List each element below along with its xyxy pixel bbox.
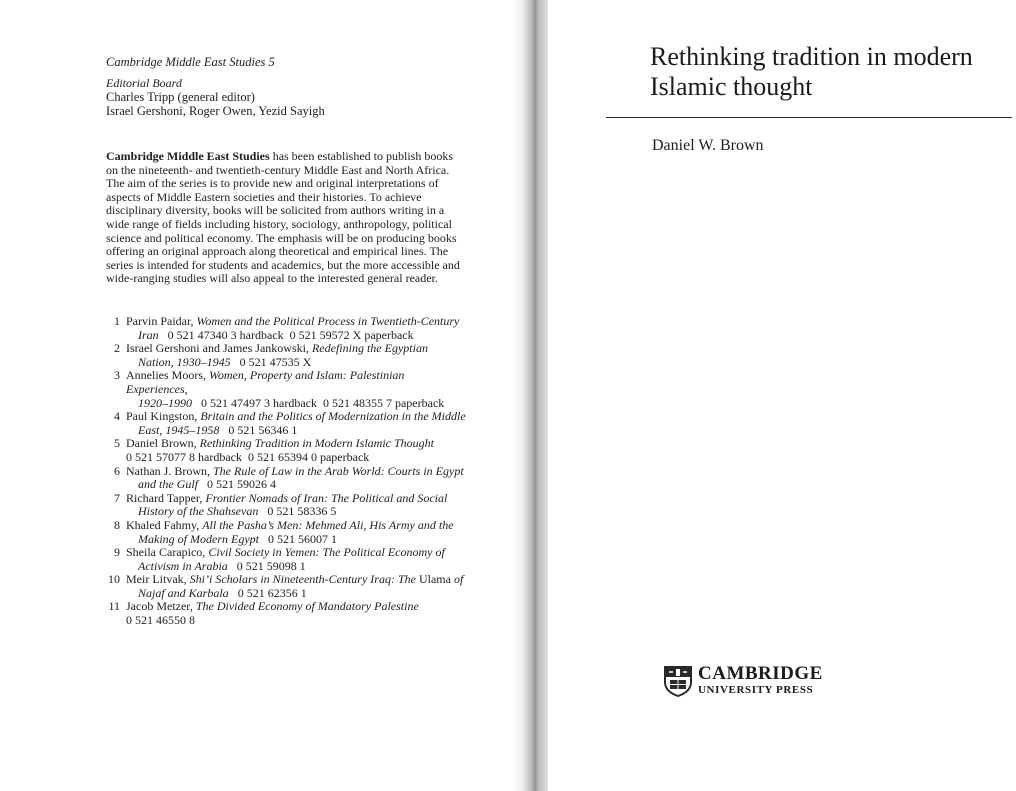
book-entry — [106, 492, 466, 519]
book-isbn: 0 521 57077 8 hardback 0 521 65394 0 paperback — [126, 449, 370, 464]
title-rule — [606, 117, 1012, 118]
book-number: 8 — [114, 517, 120, 532]
series-description-lead: Cambridge Middle East Studies — [106, 149, 270, 163]
book-entry — [106, 519, 466, 546]
book-entry — [106, 437, 466, 464]
book-title: The Rule of Law in the Arab World: Courts in Egypt — [213, 463, 464, 478]
book-title: All the Pasha’s Men: Mehmed Ali, His Army and the — [202, 517, 454, 532]
book-title: The Divided Economy of Mandatory Palestine — [195, 599, 419, 614]
series-description — [106, 150, 460, 286]
book-title-cont: 1920–1990 — [138, 395, 192, 410]
book-title-cont: East, 1945–1958 — [138, 422, 220, 437]
book-title-heading — [650, 42, 1010, 102]
book-entry — [106, 600, 466, 627]
book-number: 6 — [114, 463, 120, 478]
book-title-cont: Making of Modern Egypt — [138, 531, 259, 546]
book-author: Khaled Fahmy, — [126, 517, 203, 532]
book-title-end: of — [453, 572, 464, 587]
book-title-line: Rethinking tradition in modern — [650, 42, 973, 71]
book-title: Britain and the Politics of Modernization in the Middle — [200, 409, 466, 424]
book-title: Redefining the Egyptian — [311, 341, 428, 356]
series-book-list — [106, 315, 466, 628]
publisher-subtitle: UNIVERSITY PRESS — [698, 684, 814, 696]
book-entry — [106, 342, 466, 369]
book-isbn: 0 521 56346 1 — [219, 422, 298, 437]
book-number: 9 — [114, 545, 120, 560]
editorial-board-label: Editorial Board — [106, 76, 182, 90]
book-author: Paul Kingston, — [126, 409, 201, 424]
book-entry — [106, 410, 466, 437]
book-entry — [106, 465, 466, 492]
book-title-roman: Ulama — [415, 572, 454, 587]
series-description-text: has been established to publish books on the nineteenth- and twentieth-century Middle East and North Africa. The aim of the series is to provide new and original interpretations of aspects of Middle Eastern societies and their histories. To achieve disciplinary diversity, books will be solicited from authors writing in a wide range of fields including history, sociology, anthropology, political science and political economy. The emphasis will be on producing books offering an original approach along theoretical and empirical lines. The series is intended for students and academics, but the more accessible and wide-ranging studies will also appeal to the interested general reader. — [106, 149, 460, 286]
cambridge-crest-icon — [662, 664, 694, 698]
book-title-cont: Activism in Arabia — [138, 558, 228, 573]
editorial-board-line: Israel Gershoni, Roger Owen, Yezid Sayigh — [106, 104, 325, 118]
book-entry — [106, 573, 466, 600]
book-author: Meir Litvak, — [126, 572, 190, 587]
book-title-cont: Nation, 1930–1945 — [138, 354, 231, 369]
book-title: Rethinking Tradition in Modern Islamic Thought — [199, 436, 434, 451]
book-isbn: 0 521 47340 3 hardback 0 521 59572 X paperback — [158, 327, 414, 342]
book-number: 1 — [114, 314, 120, 328]
book-entry — [106, 546, 466, 573]
book-title: Frontier Nomads of Iran: The Political and Social — [205, 490, 448, 505]
book-author: Nathan J. Brown, — [126, 463, 213, 478]
book-isbn: 0 521 59098 1 — [227, 558, 306, 573]
series-title: Cambridge Middle East Studies 5 — [106, 55, 275, 69]
book-entry — [106, 315, 466, 342]
book-isbn: 0 521 46550 8 — [126, 613, 195, 628]
book-isbn: 0 521 47535 X — [230, 354, 312, 369]
book-entry — [106, 369, 466, 410]
publisher-name: CAMBRIDGE — [698, 663, 823, 684]
book-author: Annelies Moors, — [126, 368, 209, 383]
book-title-cont: and the Gulf — [138, 477, 198, 492]
book-title: Women, Property and Islam: Palestinian Experiences, — [126, 368, 405, 396]
book-isbn: 0 521 47497 3 hardback 0 521 48355 7 paperback — [192, 395, 445, 410]
book-title-cont: Iran — [138, 327, 159, 342]
book-author-name: Daniel W. Brown — [652, 137, 764, 154]
book-title: Shi’i Scholars in Nineteenth-Century Iraq: The — [189, 572, 416, 587]
book-number: 11 — [108, 599, 120, 614]
editorial-board-line: Charles Tripp (general editor) — [106, 90, 255, 104]
book-author: Jacob Metzer, — [126, 599, 196, 614]
book-author: Daniel Brown, — [126, 436, 200, 451]
book-title: Civil Society in Yemen: The Political Economy of — [208, 545, 445, 560]
book-author: Israel Gershoni and James Jankowski, — [126, 341, 312, 356]
book-isbn: 0 521 56007 1 — [258, 531, 337, 546]
publisher-imprint — [662, 664, 852, 700]
book-number: 5 — [114, 436, 120, 451]
book-title: Women and the Political Process in Twentieth-Century — [196, 314, 460, 328]
book-number: 3 — [114, 368, 120, 383]
book-title-line: Islamic thought — [650, 72, 813, 101]
book-isbn: 0 521 59026 4 — [198, 477, 276, 492]
book-author: Sheila Carapico, — [126, 545, 209, 560]
book-author: Parvin Paidar, — [126, 314, 197, 328]
book-number: 2 — [114, 341, 120, 356]
book-isbn: 0 521 58336 5 — [258, 504, 337, 519]
book-isbn: 0 521 62356 1 — [228, 585, 307, 600]
book-number: 7 — [114, 490, 120, 505]
book-title-cont: Najaf and Karbala — [138, 585, 229, 600]
book-author: Richard Tapper, — [126, 490, 206, 505]
book-number: 10 — [108, 572, 120, 587]
book-title-cont: History of the Shahsevan — [138, 504, 259, 519]
book-number: 4 — [114, 409, 120, 424]
